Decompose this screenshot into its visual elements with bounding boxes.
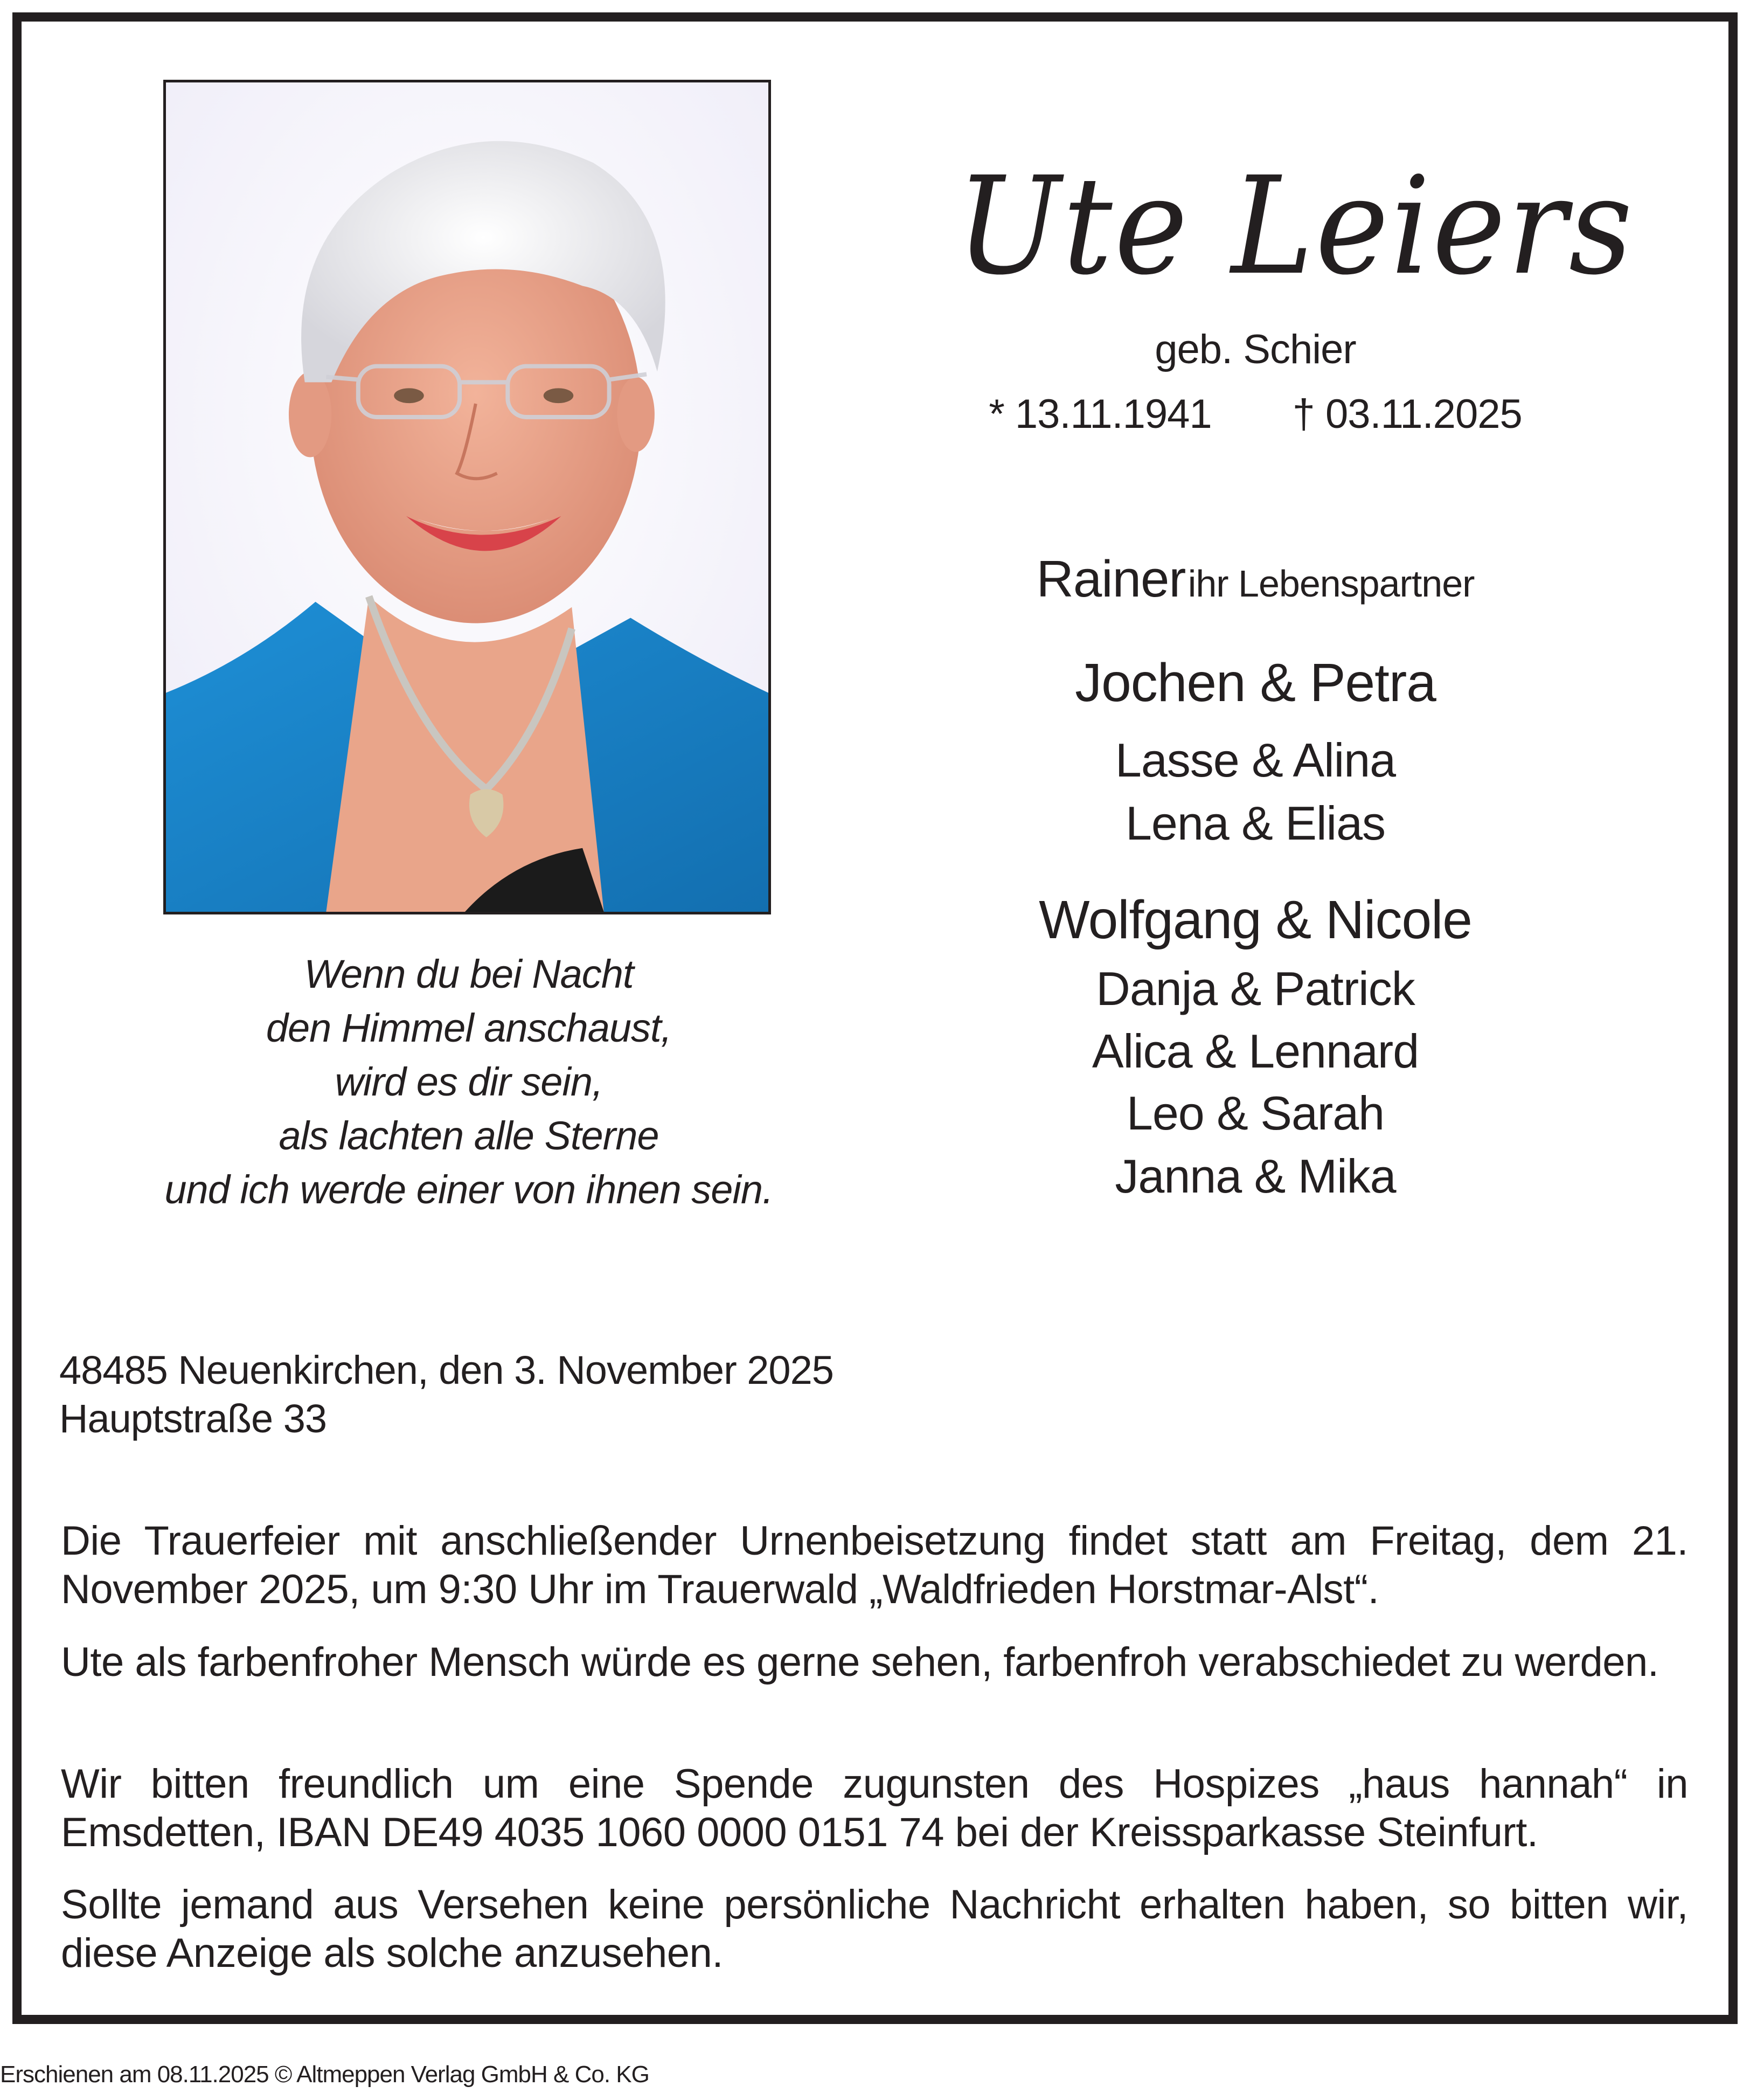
- family-child: Lena & Elias: [1125, 796, 1386, 850]
- family-child: Danja & Patrick: [1096, 962, 1415, 1015]
- poem-line: Wenn du bei Nacht: [304, 952, 634, 996]
- paragraph-donation: Wir bitten freundlich um eine Spende zugunsten des Hospizes „haus hannah“ in Emsdetten, IBAN DE49 4035 1060 0000 0151 74 bei der Kreissparkasse Steinfurt.: [61, 1761, 1688, 1855]
- address-line-2: Hauptstraße 33: [59, 1396, 327, 1441]
- death-date: † 03.11.2025: [1292, 391, 1522, 437]
- poem-line: als lachten alle Sterne: [279, 1113, 659, 1158]
- partner-line: [916, 550, 1595, 609]
- poem-line: wird es dir sein,: [335, 1059, 603, 1104]
- paragraph-notice: Sollte jemand aus Versehen keine persönliche Nachricht erhalten haben, so bitten wir, diese Anzeige als solche anzusehen.: [61, 1882, 1688, 1976]
- ear-shape: [289, 372, 331, 458]
- partner-name: Rainer: [1036, 550, 1186, 608]
- poem-line: und ich werde einer von ihnen sein.: [164, 1167, 773, 1212]
- paragraph-colorful: Ute als farbenfroher Mensch würde es gerne sehen, farbenfroh verabschiedet zu werden.: [61, 1639, 1659, 1685]
- poem-line: den Himmel anschaust,: [266, 1006, 672, 1050]
- portrait-illustration: [166, 82, 768, 912]
- family-couple: Wolfgang & Nicole: [1039, 890, 1472, 950]
- family-child: Leo & Sarah: [1126, 1086, 1385, 1140]
- life-dates: [916, 391, 1595, 438]
- deceased-name: Ute Leiers: [956, 148, 1635, 304]
- address-line-1: 48485 Neuenkirchen, den 3. November 2025: [59, 1348, 834, 1392]
- family-couple: Jochen & Petra: [1075, 653, 1436, 713]
- partner-relation: ihr Lebenspartner: [1188, 563, 1475, 605]
- publication-footer: Erschienen am 08.11.2025 © Altmeppen Verlag GmbH & Co. KG: [0, 2061, 649, 2088]
- eye-shape: [394, 388, 424, 403]
- portrait-photo: [163, 80, 771, 914]
- family-child: Janna & Mika: [1115, 1149, 1396, 1203]
- ear-shape: [617, 377, 655, 452]
- family-child: Lasse & Alina: [1115, 733, 1396, 787]
- family-child: Alica & Lennard: [1092, 1024, 1419, 1078]
- deceased-name-signature: [927, 135, 1635, 318]
- paragraph-funeral: Die Trauerfeier mit anschließender Urnenbeisetzung findet statt am Freitag, dem 21. November 2025, um 9:30 Uhr im Trauerwald „Waldfrieden Horstmar-Alst“.: [61, 1518, 1688, 1612]
- eye-shape: [544, 388, 574, 403]
- birth-date: * 13.11.1941: [989, 391, 1212, 437]
- birth-name: geb. Schier: [1155, 327, 1356, 372]
